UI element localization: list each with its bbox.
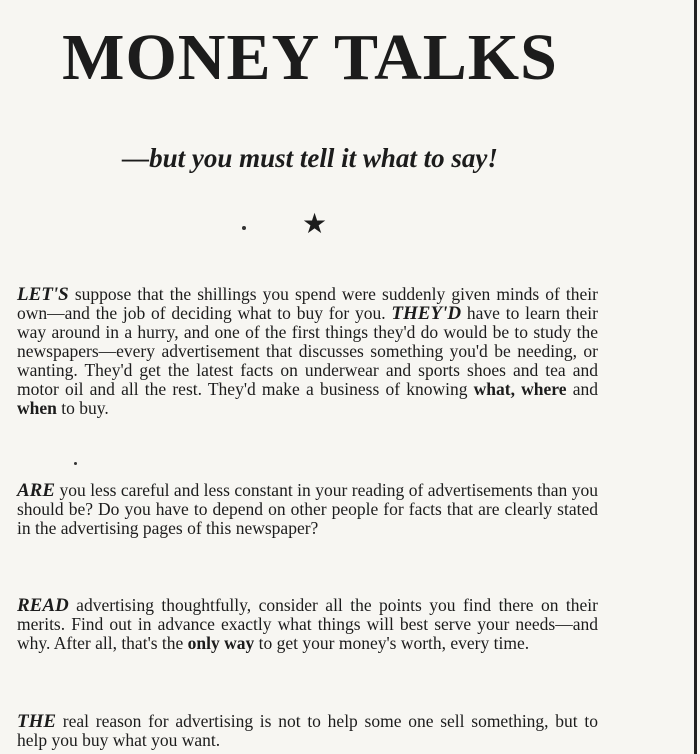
paragraph-lead: ARE xyxy=(17,480,56,501)
emphasis-where: where xyxy=(521,379,567,399)
headline: MONEY TALKS xyxy=(62,21,558,94)
emphasis-when: when xyxy=(17,398,57,418)
paragraph-text: have to learn their way around in a hurry, and one of the first things they'd do would be to study the newspapers—every advertisement that discusses something you'd be needing, or wanting. They'd get the latest facts on underwear and sports shoes and tea and motor oil and all the rest. They'd make a business of knowing xyxy=(17,303,598,399)
print-speck xyxy=(74,462,77,465)
emphasis-only-way: only way xyxy=(187,633,255,653)
column-rule xyxy=(694,0,697,754)
star-icon: ★ xyxy=(302,207,328,240)
paragraph-3 xyxy=(17,596,598,653)
paragraph-1 xyxy=(17,285,598,418)
paragraph-lead: LET'S xyxy=(17,284,69,305)
paragraph-text: you less careful and less constant in your reading of advertisements than you should be? Do you have to depend on other people for facts that are clearly stated in the advertising pages of this newspaper? xyxy=(17,480,598,538)
paragraph-text: to buy. xyxy=(56,398,109,418)
paragraph-lead: THE xyxy=(17,711,57,732)
paragraph-lead: READ xyxy=(17,595,69,616)
paragraph-2 xyxy=(17,481,598,538)
subheadline: —but you must tell it what to say! xyxy=(122,143,498,173)
paragraph-4 xyxy=(17,712,598,750)
paragraph-text: real reason for advertising is not to help some one sell something, but to help you buy what you want. xyxy=(17,711,598,750)
paragraph-text: to get your money's worth, every time. xyxy=(254,633,530,653)
paragraph-inline-lead: THEY'D xyxy=(391,303,462,324)
emphasis-what: what, xyxy=(473,379,515,399)
paragraph-text: advertising thoughtfully, consider all the points you find there on their merits. Find out in advance exactly what things will best serve your needs—and why. After all, that's the xyxy=(17,595,598,653)
paragraph-text: and xyxy=(566,379,598,399)
print-speck xyxy=(242,226,246,230)
paragraph-text: suppose that the shillings you spend were suddenly given minds of their own—and the job of deciding what to buy for you. xyxy=(17,284,598,323)
